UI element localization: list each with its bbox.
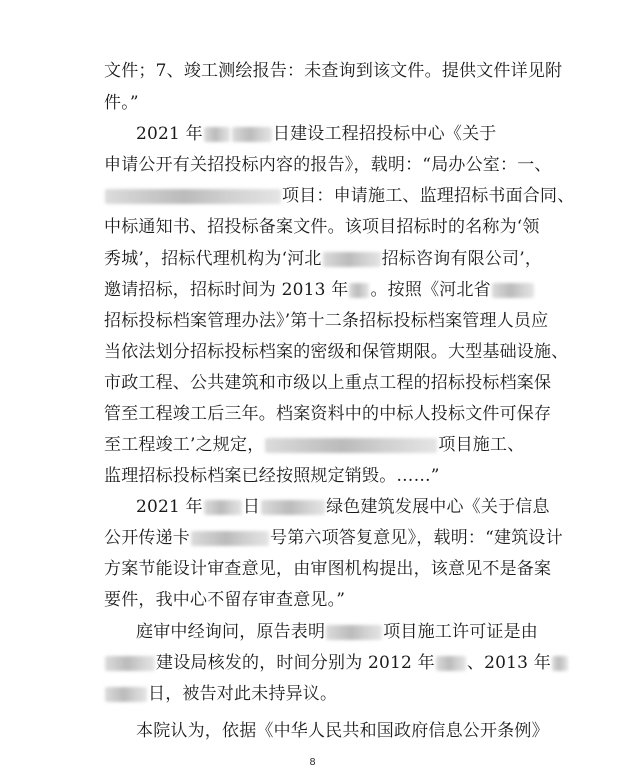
paragraph-line: 文件；7、竣工测绘报告：未查询到该文件。提供文件详见附 xyxy=(104,61,563,81)
redaction-blur xyxy=(105,189,281,204)
page-number: 8 xyxy=(309,757,316,768)
paragraph-line: 秀城’，招标代理机构为‘河北 招标咨询有限公司’， xyxy=(104,249,543,269)
paragraph-line: 至工程竣工’之规定， 项目施工、 xyxy=(104,435,525,455)
paragraph-line: 当依法划分招标投标档案的密级和保管期限。大型基础设施、 xyxy=(104,342,569,362)
redaction-blur xyxy=(552,656,568,671)
paragraph-line: 申请公开有关招投标内容的报告》，载明：“局办公室：一、 xyxy=(104,155,552,175)
redaction-blur xyxy=(326,625,382,640)
paragraph-line: 市政工程、公共建筑和市级以上重点工程的招标投标档案保 xyxy=(104,373,552,393)
paragraph-line: 招标投标档案管理办法》’第十二条招标投标档案管理人员应 xyxy=(104,311,549,331)
redaction-blur xyxy=(232,127,272,142)
paragraph-line: 邀请招标，招标时间为 2013 年 。按照《河北省 xyxy=(104,275,535,305)
redaction-blur xyxy=(204,500,242,515)
redaction-blur xyxy=(261,500,325,515)
redaction-blur xyxy=(191,531,269,546)
paragraph-line: 2021 年 日建设工程招投标中心《关于 xyxy=(136,124,497,144)
paragraph-line: 日，被告对此未持异议。 xyxy=(104,679,337,709)
paragraph-line: 件。” xyxy=(104,93,139,113)
redaction-blur xyxy=(349,283,369,298)
paragraph-line: 监理招标投标档案已经按照规定销毁。……” xyxy=(104,466,440,486)
paragraph-line: 2021 年 日 绿色建筑发展中心《关于信息 xyxy=(136,497,550,517)
redaction-blur xyxy=(323,252,381,267)
paragraph-line: 管至工程竣工后三年。档案资料中的中标人投标文件可保存 xyxy=(104,404,552,424)
paragraph-line: 要件，我中心不留存审查意见。” xyxy=(104,590,346,610)
paragraph-line: 中标通知书、招投标备案文件。该项目招标时的名称为‘领 xyxy=(104,217,540,237)
paragraph-line: 方案节能设计审查意见，由审图机构提出，该意见不是备案 xyxy=(104,559,552,579)
redaction-blur xyxy=(265,438,437,453)
redaction-blur xyxy=(204,127,230,142)
redaction-blur xyxy=(105,656,155,671)
redaction-blur xyxy=(436,656,466,671)
paragraph-line: 庭审中经询问，原告表明 项目施工许可证是由 xyxy=(136,622,539,642)
paragraph-line: 建设局核发的，时间分别为 2012 年 、2013 年 xyxy=(104,648,569,678)
redaction-blur xyxy=(105,687,147,702)
paragraph-line: 项目：申请施工、监理招标书面合同、 xyxy=(104,181,574,211)
redaction-blur xyxy=(492,283,534,298)
paragraph-line: 本院认为，依据《中华人民共和国政府信息公开条例》 xyxy=(136,721,549,741)
paragraph-line: 公开传递卡 号第六项答复意见》，载明：“建筑设计 xyxy=(104,528,563,548)
